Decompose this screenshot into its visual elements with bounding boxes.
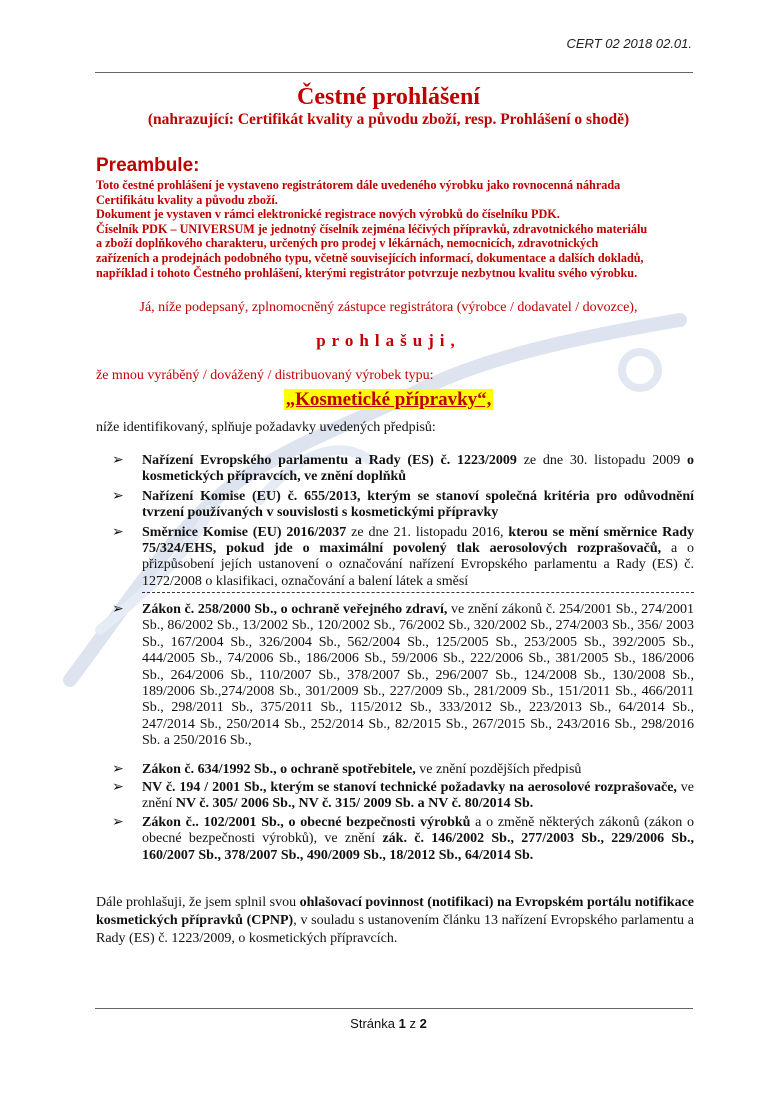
preamble-line: Certifikátu kvality a původu zboží. (96, 192, 278, 207)
preamble-text (96, 178, 694, 280)
notification-statement: Dále prohlašuji, že jsem splnil svou ohlašovací povinnost (notifikaci) na Evropském portálu notifikace kosmetických přípravků (CPNP), v souladu s ustanovením článku 13 nařízení Evropského parlamentu a Rady (ES) č. 1223/2009, o kosmetických přípravcích. (96, 895, 694, 946)
product-type-highlight: „Kosmetické přípravky“, (285, 389, 492, 410)
list-item: ➢ Zákon č. 634/1992 Sb., o ochraně spotřebitele, ve znění pozdějších předpisů (112, 761, 582, 777)
regulations-list-a (112, 453, 694, 590)
document-code: CERT 02 2018 02.01. (566, 36, 692, 51)
list-item: ➢ Směrnice Komise (EU) 2016/2037 ze dne 21. listopadu 2016, kterou se mění směrnice Rady 75/324/EHS, pokud jde o maximální povolený tlak aerosolových rozprašovačů, a o přizpůsobení jejích ustanovení o označování nařízení Evropského parlamentu a Rady (ES) č. 1272/2008 o klasifikaci, označování a balení látek a směsí (112, 524, 695, 589)
declare-word: prohlašuji, (316, 331, 461, 350)
list-item: ➢ Zákon č.. 102/2001 Sb., o obecné bezpečnosti výrobků a o změně některých zákonů (zákon o obecné bezpečnosti výrobků), ve znění zák. č. 146/2002 Sb., 277/2003 Sb., 229/2006 Sb., 160/2007 Sb., 378/2007 Sb., 490/2009 Sb., 18/2012 Sb., 64/2014 Sb. (112, 814, 694, 863)
preamble-heading: Preambule: (96, 155, 200, 176)
footer-divider (95, 1008, 693, 1009)
product-intro: že mnou vyráběný / dovážený / distribuovaný výrobek typu: (96, 368, 434, 383)
declarant-intro: Já, níže podepsaný, zplnomocněný zástupce registrátora (výrobce / dodavatel / dovozce), (139, 300, 638, 315)
preamble-line: například i tohoto Čestného prohlášení, kterými registrátor potvrzuje nezbytnou kvalitu svého výrobku. (96, 265, 638, 280)
regulations-list-b (112, 602, 694, 864)
preamble-line: Dokument je vystaven v rámci elektronické registrace nových výrobků do číselníku PDK. (96, 207, 560, 222)
preamble-line: zařízeních a prodejnách podobného typu, včetně souvisejících informací, dokumentace a dalších dokladů, (96, 250, 644, 265)
list-item: ➢ NV č. 194 / 2001 Sb., kterým se stanoví technické požadavky na aerosolové rozprašovače, ve znění NV č. 305/ 2006 Sb., NV č. 315/ 2009 Sb. a NV č. 80/2014 Sb. (112, 780, 694, 812)
arrow-bullet-icon: ➢ (112, 488, 124, 504)
arrow-bullet-icon: ➢ (112, 814, 124, 830)
product-type (0, 389, 777, 411)
list-item: ➢ Nařízení Komise (EU) č. 655/2013, kterým se stanoví společná kritéria pro odůvodnění tvrzení používaných v souvislosti s kosmetickými přípravky (112, 488, 694, 521)
page-indicator: Stránka 1 z 2 (350, 1016, 427, 1031)
arrow-bullet-icon: ➢ (112, 524, 124, 540)
header-divider (95, 72, 693, 73)
dashed-separator (142, 592, 694, 593)
arrow-bullet-icon: ➢ (112, 761, 124, 777)
arrow-bullet-icon: ➢ (112, 780, 124, 796)
requirements-intro: níže identifikovaný, splňuje požadavky uvedených předpisů: (96, 420, 436, 435)
preamble-line: a zboží doplňkového charakteru, určených pro prodej v lékárnách, nemocnicích, zdravotnických (96, 236, 599, 251)
arrow-bullet-icon: ➢ (112, 602, 124, 617)
document-subtitle: (nahrazující: Certifikát kvality a původu zboží, resp. Prohlášení o shodě) (147, 111, 630, 128)
list-item: ➢ Zákon č. 258/2000 Sb., o ochraně veřejného zdraví, ve znění zákonů č. 254/2001 Sb., 274/2001 Sb., 86/2002 Sb., 13/2002 Sb., 120/2002 Sb., 76/2002 Sb., 320/2002 Sb., 274/2003 Sb., 356/ 2003 Sb., 167/2004 Sb., 326/2004 Sb., 562/2004 Sb., 125/2005 Sb., 253/2005 Sb., 392/2005 Sb., 444/2005 Sb., 74/2006 Sb., 186/2006 Sb., 59/2006 Sb., 222/2006 Sb., 381/2005 Sb., 186/2006 Sb., 264/2006 Sb., 110/2007 Sb., 378/2007 Sb., 296/2007 Sb., 124/2008 Sb., 130/2008 Sb., 189/2006 Sb.,274/2008 Sb., 301/2009 Sb., 227/2009 Sb., 281/2009 Sb., 151/2011 Sb., 466/2011 Sb., 298/2011 Sb., 375/2011 Sb., 115/2012 Sb., 333/2012 Sb., 223/2013 Sb., 64/2014 Sb., 247/2014 Sb., 250/2014 Sb., 252/2014 Sb., 82/2015 Sb., 267/2015 Sb., 243/2016 Sb., 298/2016 Sb. a 250/2016 Sb., (112, 602, 694, 749)
document-title: Čestné prohlášení (297, 84, 480, 110)
preamble-line: Toto čestné prohlášení je vystaveno registrátorem dále uvedeného výrobku jako rovnocenná náhrada (96, 178, 621, 192)
arrow-bullet-icon: ➢ (112, 453, 124, 468)
preamble-line: Číselník PDK – UNIVERSUM je jednotný číselník zejména léčivých přípravků, zdravotnického materiálu (96, 221, 648, 236)
list-item: ➢ Nařízení Evropského parlamentu a Rady (ES) č. 1223/2009 ze dne 30. listopadu 2009 o kosmetických přípravcích, ve znění doplňků (112, 453, 694, 485)
